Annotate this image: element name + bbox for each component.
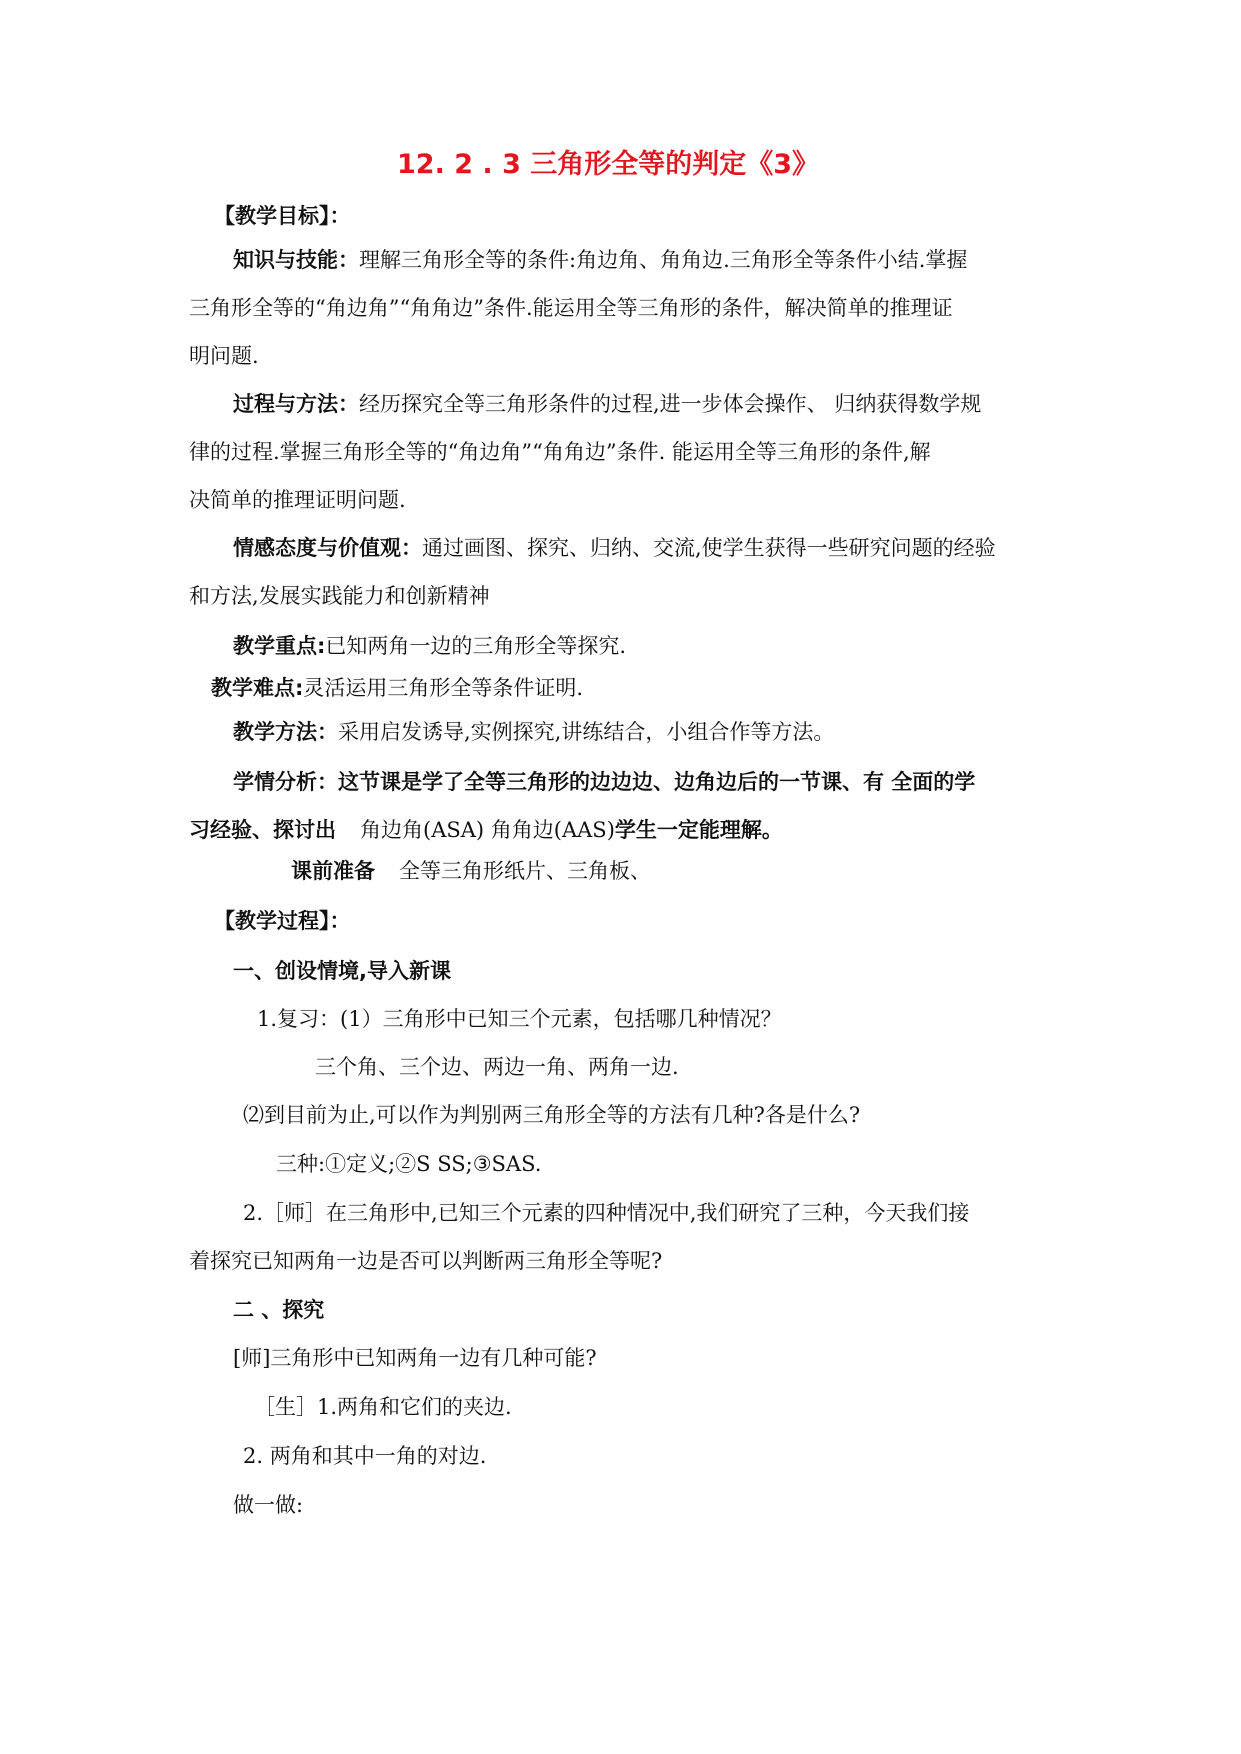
section-2-header: 二 、探究 [233, 1298, 325, 1322]
review-question-1: 1.复习：(1）三角形中已知三个元素，包括哪几种情况？ [257, 1007, 782, 1031]
emotion-paragraph-line-1 [233, 533, 996, 563]
difficult-label: 教学难点: [211, 676, 304, 700]
method-label: 教学方法： [233, 720, 338, 744]
knowledge-paragraph-line-2: 三角形全等的“角边角”“角角边”条件.能运用全等三角形的条件，解决简单的推理证 [189, 296, 953, 320]
explore-question: [师]三角形中已知两角一边有几种可能? [233, 1346, 597, 1370]
difficult-text: 灵活运用三角形全等条件证明. [303, 676, 584, 700]
prep-text: 全等三角形纸片、三角板、 [399, 859, 651, 883]
knowledge-text: 理解三角形全等的条件:角边角、角角边.三角形全等条件小结.掌握 [359, 248, 968, 272]
key-label: 教学重点: [233, 634, 326, 658]
key-point [233, 631, 626, 661]
emotion-label: 情感态度与价值观： [233, 536, 422, 560]
knowledge-paragraph-line-3: 明问题. [189, 344, 259, 368]
emotion-paragraph-line-2: 和方法,发展实践能力和创新精神 [189, 584, 490, 608]
process-text: 经历探究全等三角形条件的过程,进一步体会操作、 归纳获得数学规 [359, 392, 982, 416]
analysis-label: 学情分析： [233, 770, 338, 794]
key-text: 已知两角一边的三角形全等探究. [325, 634, 627, 658]
teacher-paragraph-line-1: 2.［师］在三角形中,已知三个元素的四种情况中,我们研究了三种，今天我们接 [243, 1201, 970, 1225]
analysis-text-b: 角边角(ASA) 角角边(AAS) [360, 818, 615, 842]
preparation [291, 856, 651, 886]
knowledge-label: 知识与技能： [233, 248, 359, 272]
explore-answer-2: 2. 两角和其中一角的对边. [243, 1444, 487, 1468]
teacher-paragraph-line-2: 着探究已知两角一边是否可以判断两三角形全等呢? [189, 1249, 663, 1273]
objectives-header: 【教学目标】： [214, 204, 351, 228]
section-1-header: 一、创设情境,导入新课 [233, 959, 451, 983]
do-it-label: 做一做: [233, 1493, 304, 1517]
explore-answer-1: ［生］1.两角和它们的夹边. [254, 1395, 512, 1419]
process-paragraph-line-1 [233, 389, 981, 419]
process-label: 过程与方法： [233, 392, 359, 416]
prep-label: 课前准备 [291, 859, 375, 883]
emotion-text: 通过画图、探究、归纳、交流,使学生获得一些研究问题的经验 [422, 536, 996, 560]
process-paragraph-line-3: 决简单的推理证明问题. [189, 488, 406, 512]
analysis-text: 这节课是学了全等三角形的边边边、边角边后的一节课、有 全面的学 [338, 770, 976, 794]
page-title: 12. 2 . 3 三角形全等的判定《3》 [397, 149, 820, 180]
analysis-text-c: 学生一定能理解。 [614, 818, 783, 842]
analysis-text-a: 习经验、探讨出 [189, 818, 336, 842]
analysis-paragraph-line-1 [233, 767, 975, 797]
difficult-point [211, 673, 583, 703]
process-header: 【教学过程】： [214, 909, 351, 933]
teaching-method [233, 717, 834, 747]
review-answer-2: 三种:①定义;②S SS;③SAS. [276, 1152, 542, 1176]
review-question-2: ⑵到目前为止,可以作为判别两三角形全等的方法有几种?各是什么? [243, 1103, 861, 1127]
review-answer-1: 三个角、三个边、两边一角、两角一边. [315, 1055, 679, 1079]
process-paragraph-line-2: 律的过程.掌握三角形全等的“角边角”“角角边”条件. 能运用全等三角形的条件,解 [189, 440, 931, 464]
analysis-paragraph-line-2 [189, 815, 783, 845]
method-text: 采用启发诱导,实例探究,讲练结合，小组合作等方法。 [338, 720, 835, 744]
knowledge-paragraph-line-1 [233, 245, 967, 275]
